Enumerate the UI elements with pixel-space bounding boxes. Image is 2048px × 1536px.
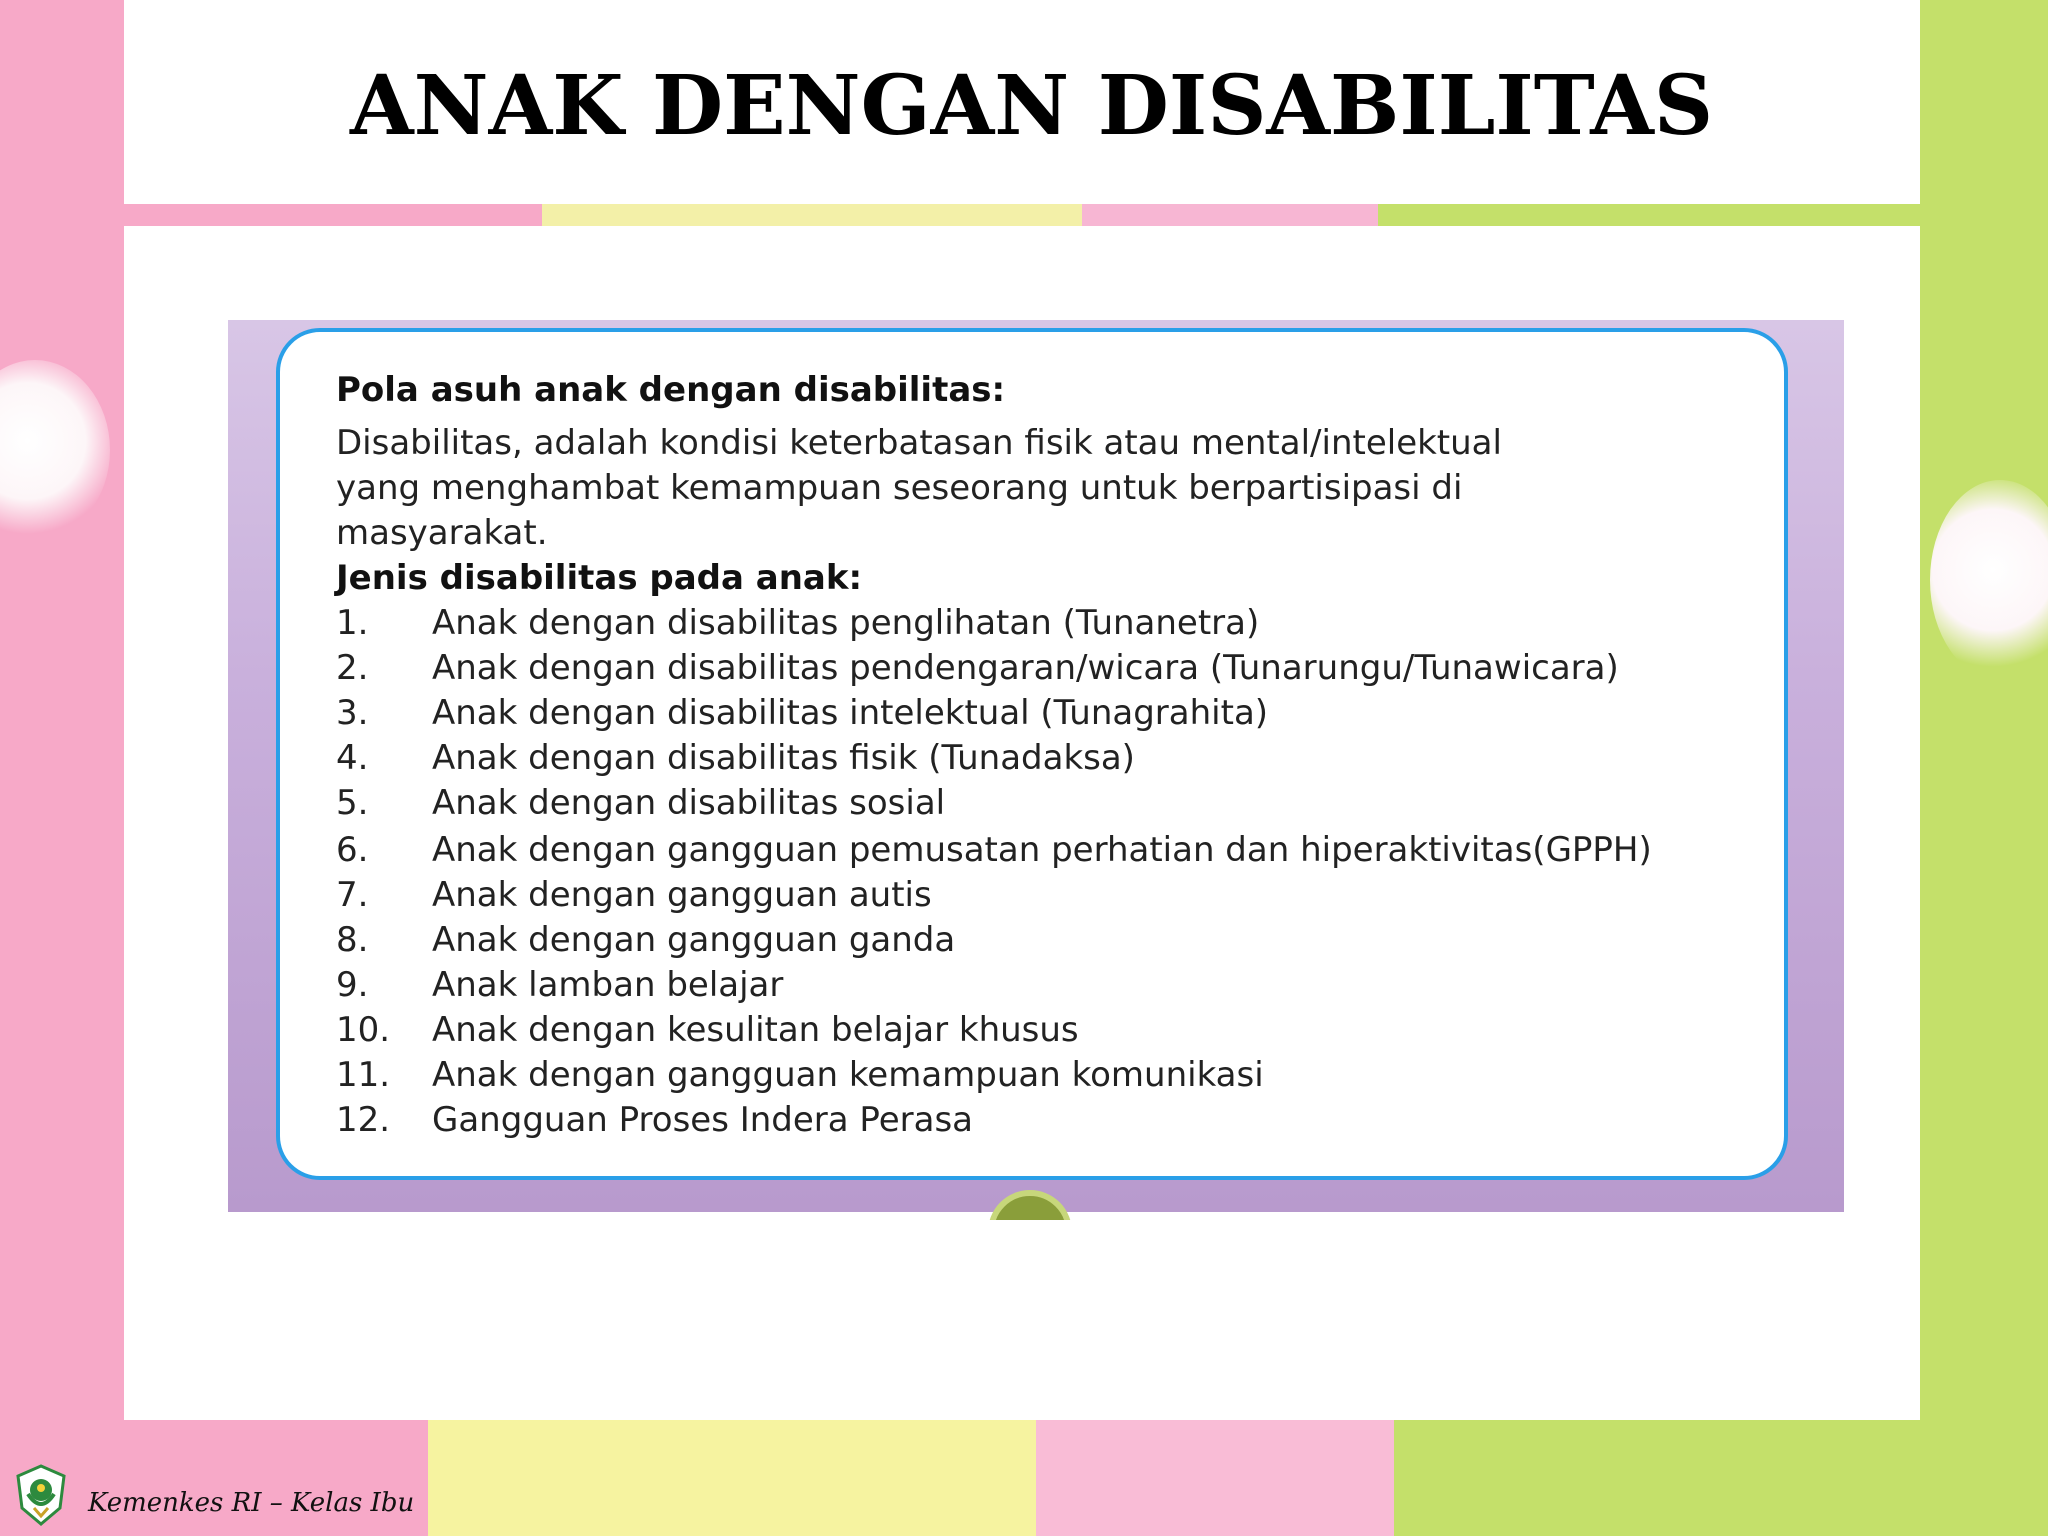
footer — [0, 1460, 600, 1536]
content-image-panel — [228, 320, 1844, 1212]
list-item — [336, 1008, 1756, 1053]
list-number: 10. — [336, 1010, 391, 1050]
card-heading: Pola asuh anak dengan disabilitas: — [336, 370, 1006, 410]
list-item — [336, 963, 1756, 1008]
list-item — [336, 601, 1756, 646]
list-item — [336, 781, 1756, 826]
list-text: Anak dengan kesulitan belajar khusus — [432, 1010, 1079, 1050]
card-content — [336, 368, 1756, 1143]
list-number: 1. — [336, 603, 369, 643]
list-text: Anak dengan gangguan ganda — [432, 920, 956, 960]
list-text: Gangguan Proses Indera Perasa — [432, 1100, 973, 1140]
kemenkes-logo-icon — [14, 1464, 68, 1526]
list-text: Anak lamban belajar — [432, 965, 784, 1005]
cropped-emblem-decoration — [988, 1190, 1072, 1220]
list-number: 8. — [336, 920, 369, 960]
list-item — [336, 691, 1756, 736]
list-heading: Jenis disabilitas pada anak: — [336, 558, 863, 598]
definition-line: masyarakat. — [336, 513, 548, 553]
list-text: Anak dengan disabilitas sosial — [432, 783, 946, 823]
list-text: Anak dengan disabilitas fisik (Tunadaksa) — [432, 738, 1135, 778]
list-number: 5. — [336, 783, 369, 823]
list-text: Anak dengan disabilitas intelektual (Tunagrahita) — [432, 693, 1269, 733]
list-text: Anak dengan gangguan pemusatan perhatian dan hiperaktivitas(GPPH) — [432, 830, 1652, 870]
list-number: 3. — [336, 693, 369, 733]
list-item — [336, 828, 1756, 873]
definition-paragraph — [336, 421, 1756, 556]
info-card — [276, 328, 1788, 1180]
list-item — [336, 1098, 1756, 1143]
list-item — [336, 736, 1756, 781]
disability-list — [336, 601, 1756, 1143]
list-number: 11. — [336, 1055, 391, 1095]
lime-side-stripe — [1920, 0, 2048, 1536]
list-number: 2. — [336, 648, 369, 688]
color-divider-band — [124, 204, 1920, 226]
definition-line: Disabilitas, adalah kondisi keterbatasan fisik atau mental/intelektual — [336, 423, 1502, 463]
definition-line: yang menghambat kemampuan seseorang untuk berpartisipasi di — [336, 468, 1463, 508]
list-number: 12. — [336, 1100, 391, 1140]
list-item — [336, 1053, 1756, 1098]
list-text: Anak dengan gangguan autis — [432, 875, 932, 915]
list-number: 6. — [336, 830, 369, 870]
list-text: Anak dengan gangguan kemampuan komunikasi — [432, 1055, 1264, 1095]
list-item — [336, 646, 1756, 691]
list-text: Anak dengan disabilitas pendengaran/wicara (Tunarungu/Tunawicara) — [432, 648, 1619, 688]
list-number: 9. — [336, 965, 369, 1005]
page-title: ANAK DENGAN DISABILITAS — [350, 58, 1714, 154]
footer-text: Kemenkes RI – Kelas Ibu — [88, 1488, 415, 1518]
list-item — [336, 918, 1756, 963]
list-text: Anak dengan disabilitas penglihatan (Tunanetra) — [432, 603, 1260, 643]
list-number: 4. — [336, 738, 369, 778]
list-number: 7. — [336, 875, 369, 915]
pink-side-stripe — [0, 0, 124, 1536]
list-item — [336, 873, 1756, 918]
